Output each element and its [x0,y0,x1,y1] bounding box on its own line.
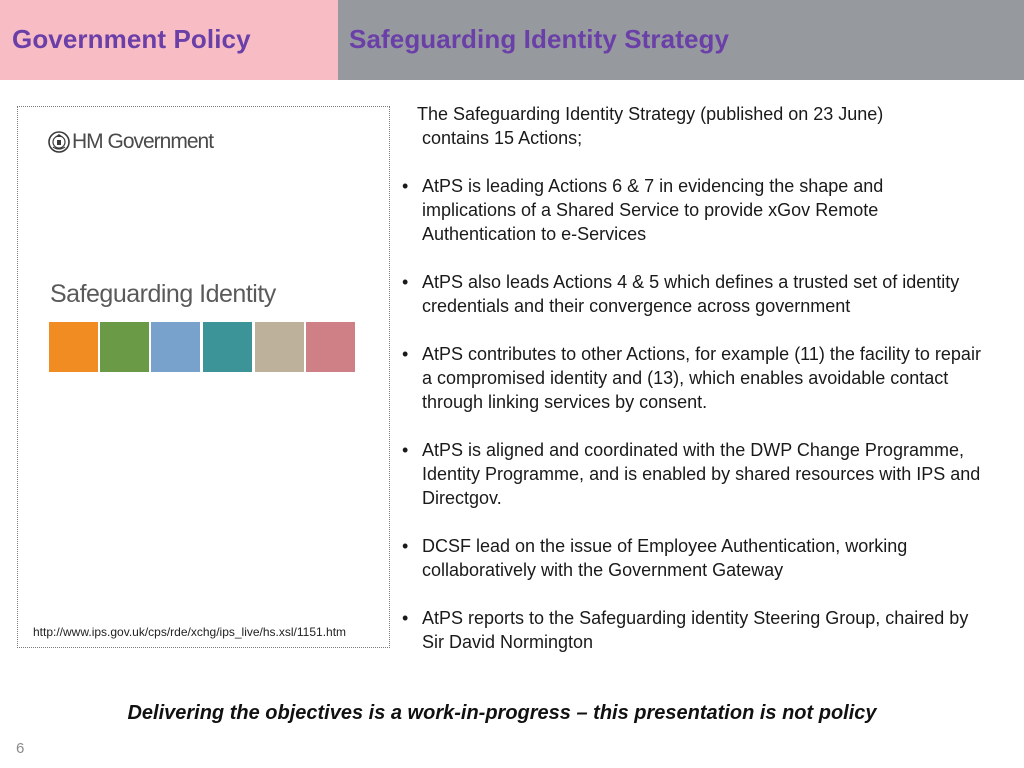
bullet-text: DCSF lead on the issue of Employee Authentication, working collaboratively with the Government Gateway [422,536,908,580]
bullet-icon: • [402,536,409,556]
section-title: Government Policy [12,24,251,54]
document-cover-image [17,106,390,648]
color-swatch-6 [306,322,355,372]
slide-title: Safeguarding Identity Strategy [349,24,730,54]
header-right-panel [338,0,1024,80]
list-item [400,438,982,510]
list-item [400,534,982,582]
bullet-icon: • [402,344,409,364]
cover-title: Safeguarding Identity [50,280,276,308]
color-swatch-1 [49,322,98,372]
strategy-text-body [400,102,1010,678]
page-number: 6 [16,740,25,757]
bullet-text: AtPS is aligned and coordinated with the DWP Change Programme, Identity Programme, and is enabled by shared resources with IPS and Directgov. [422,440,981,508]
list-item [400,342,982,414]
actions-bullet-list [400,174,1010,654]
bullet-text: AtPS reports to the Safeguarding identity Steering Group, chaired by Sir David Normington [422,608,969,652]
bullet-text: AtPS also leads Actions 4 & 5 which defines a trusted set of identity credentials and their convergence across government [422,272,960,316]
royal-crest-icon [48,131,70,153]
hm-government-logo-text: HM Government [72,130,214,153]
color-swatch-4 [203,322,252,372]
bullet-text: AtPS is leading Actions 6 & 7 in evidencing the shape and implications of a Shared Service to provide xGov Remote Authentication to e-Services [422,176,884,244]
bullet-icon: • [402,272,409,292]
disclaimer-note: Delivering the objectives is a work-in-progress – this presentation is not policy [127,702,877,724]
bullet-icon: • [402,440,409,460]
intro-line-1: The Safeguarding Identity Strategy (published on 23 June) [417,104,884,124]
bullet-icon: • [402,608,409,628]
color-swatch-5 [255,322,304,372]
header-left-panel [0,0,338,80]
list-item [400,270,982,318]
intro-paragraph [417,102,957,150]
list-item [400,174,982,246]
intro-line-2: contains 15 Actions; [422,128,583,148]
bullet-text: AtPS contributes to other Actions, for example (11) the facility to repair a compromised identity and (13), which enables avoidable contact through linking services by consent. [422,344,981,412]
list-item [400,606,982,654]
source-url-link[interactable]: http://www.ips.gov.uk/cps/rde/xchg/ips_live/hs.xsl/1151.htm [33,625,347,639]
color-swatch-3 [151,322,200,372]
color-swatch-2 [100,322,149,372]
bullet-icon: • [402,176,409,196]
